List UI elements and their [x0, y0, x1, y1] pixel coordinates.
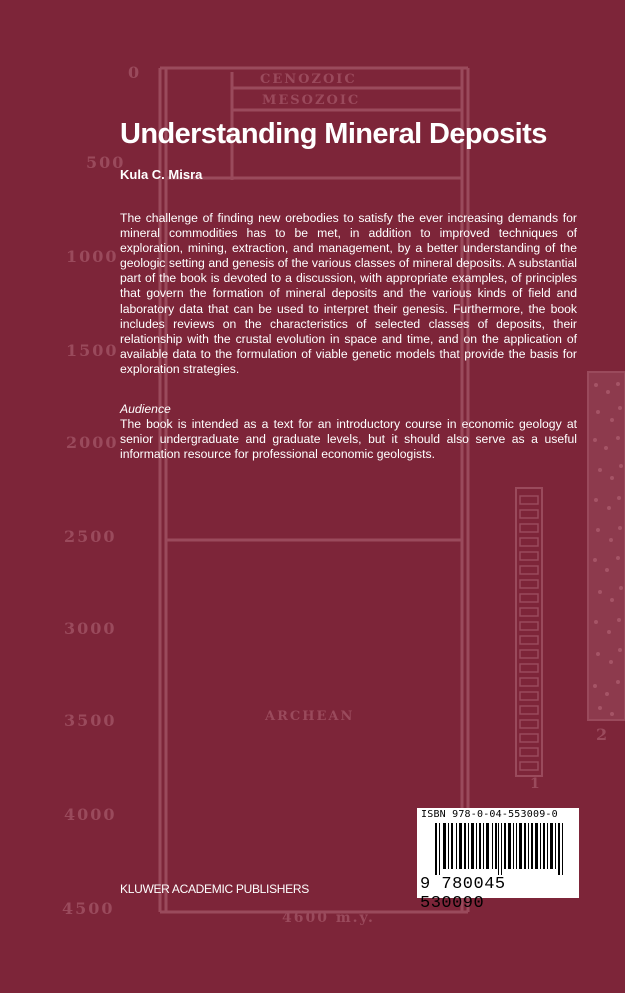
scale-label: 3000 [64, 619, 117, 638]
column-2-band [588, 372, 625, 720]
isbn-digits: 9 780045 530090 [420, 875, 506, 913]
column-1-marker: 1 [530, 776, 542, 792]
era-label-cenozoic: CENOZOIC [260, 72, 357, 87]
audience-heading: Audience [120, 402, 171, 416]
column-2-marker: 2 [596, 725, 610, 744]
era-label-archean: ARCHEAN [265, 709, 355, 724]
publisher-name: KLUWER ACADEMIC PUBLISHERS [120, 882, 309, 896]
scale-label: 3500 [64, 711, 117, 730]
book-description: The challenge of finding new orebodies to satisfy the ever increasing demands for mineral commodities has to be met, in addition to improved techniques of exploration, mining, extraction, and management, by a better understanding of the geologic setting and genesis of the various classes of mineral deposits. A substantial part of the book is devoted to a discussion, with appropriate examples, of principles that govern the formation of mineral deposits and the various kinds of field and laboratory data that can be used to interpret their genesis. Furthermore, the book includes reviews on the characteristics of selected classes of deposits, their relationship with the crustal evolution in space and time, and on the application of available data to the formulation of viable genetic models that provide the basis for exploration strategies. [120, 211, 577, 376]
audience-text: The book is intended as a text for an introductory course in economic geology at senior undergraduate and graduate levels, but it should also serve as a useful information resource for professional economic geologists. [120, 417, 577, 462]
scale-label: 4000 [64, 805, 117, 824]
isbn-barcode [417, 808, 579, 913]
scale-label: 1500 [66, 341, 119, 360]
scale-label: 500 [86, 153, 126, 172]
scale-label: 2000 [66, 433, 119, 452]
barcode-bars [435, 823, 565, 875]
column-1-bar [516, 488, 542, 776]
book-author: Kula C. Misra [120, 167, 203, 182]
book-title: Understanding Mineral Deposits [120, 118, 547, 150]
scale-label: 0 [128, 63, 142, 82]
scale-label: 1000 [66, 247, 119, 266]
scale-label: 4500 [62, 899, 115, 918]
scale-bottom-label: 4600 m.y. [282, 910, 375, 926]
era-label-mesozoic: MESOZOIC [262, 93, 361, 108]
scale-label: 2500 [64, 527, 117, 546]
isbn-label: ISBN 978-0-04-553009-0 [421, 809, 558, 820]
